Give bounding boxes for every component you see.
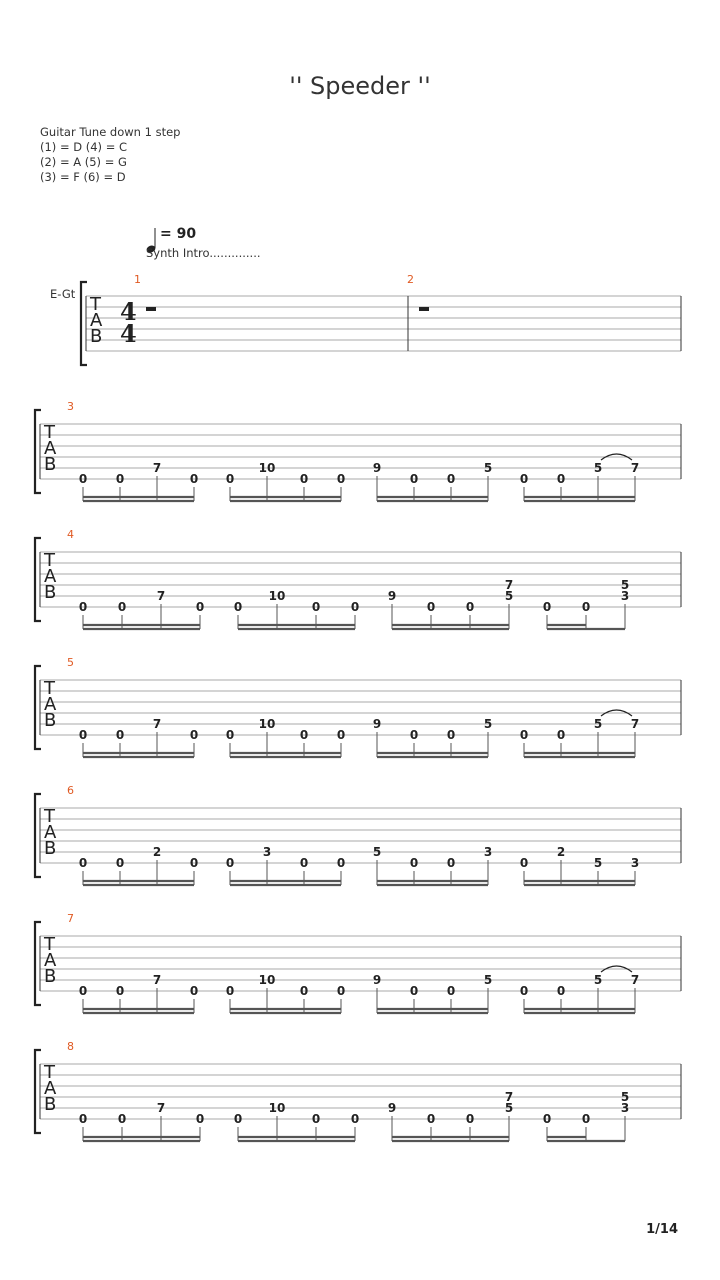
- fret-number: 0: [581, 1112, 591, 1126]
- fret-number: 0: [465, 600, 475, 614]
- time-signature-denominator: 4: [120, 319, 137, 348]
- fret-number: 9: [372, 973, 382, 987]
- fret-number: 3: [620, 589, 630, 603]
- fret-number: 0: [189, 984, 199, 998]
- whole-rest: [419, 307, 429, 311]
- fret-number: 7: [630, 461, 640, 475]
- fret-number: 5: [483, 717, 493, 731]
- fret-number: 0: [426, 1112, 436, 1126]
- fret-number: 9: [387, 589, 397, 603]
- tab-clef-letter: B: [90, 326, 103, 347]
- instrument-name: E-Gt: [50, 287, 76, 301]
- fret-number: 0: [78, 856, 88, 870]
- fret-number: 0: [225, 984, 235, 998]
- fret-number: 5: [483, 461, 493, 475]
- fret-number: 10: [268, 1101, 286, 1115]
- fret-number: 0: [225, 728, 235, 742]
- fret-number: 0: [446, 728, 456, 742]
- measure-number: 6: [67, 784, 74, 797]
- fret-number: 0: [519, 472, 529, 486]
- measure-number: 2: [407, 273, 414, 286]
- song-title: '' Speeder '': [289, 72, 431, 100]
- tab-clef-letter: T: [44, 422, 55, 443]
- fret-number: 9: [372, 461, 382, 475]
- fret-number: 0: [225, 856, 235, 870]
- fret-number: 0: [350, 1112, 360, 1126]
- measure-number: 8: [67, 1040, 74, 1053]
- tab-clef-letter: T: [44, 1062, 55, 1083]
- fret-number: 0: [336, 984, 346, 998]
- fret-number: 0: [542, 1112, 552, 1126]
- fret-number: 5: [593, 717, 603, 731]
- tab-clef-letter: B: [44, 454, 57, 475]
- fret-number: 7: [156, 589, 166, 603]
- fret-number: 5: [504, 1101, 514, 1115]
- fret-number: 0: [519, 984, 529, 998]
- fret-number: 9: [372, 717, 382, 731]
- section-marker: Synth Intro..............: [146, 246, 261, 260]
- tab-clef-letter: A: [44, 566, 57, 587]
- fret-number: 0: [519, 728, 529, 742]
- fret-number: 0: [299, 856, 309, 870]
- fret-number: 3: [483, 845, 493, 859]
- tab-clef-letter: A: [90, 310, 103, 331]
- fret-number: 0: [350, 600, 360, 614]
- fret-number: 0: [189, 472, 199, 486]
- fret-number: 2: [152, 845, 162, 859]
- fret-number: 7: [630, 717, 640, 731]
- fret-number: 5: [593, 973, 603, 987]
- fret-number: 0: [115, 856, 125, 870]
- tab-clef-letter: B: [44, 582, 57, 603]
- fret-number: 0: [556, 472, 566, 486]
- tuning-line: (3) = F (6) = D: [40, 170, 126, 184]
- tab-clef-letter: A: [44, 1078, 57, 1099]
- fret-number: 10: [258, 461, 276, 475]
- fret-number: 0: [78, 472, 88, 486]
- fret-number: 0: [115, 472, 125, 486]
- tuning-line: (1) = D (4) = C: [40, 140, 128, 154]
- fret-number: 0: [446, 472, 456, 486]
- fret-number: 0: [409, 728, 419, 742]
- fret-number: 0: [446, 856, 456, 870]
- fret-number: 0: [117, 600, 127, 614]
- fret-number: 9: [387, 1101, 397, 1115]
- tab-clef-letter: T: [44, 806, 55, 827]
- fret-number: 0: [299, 472, 309, 486]
- tab-clef-letter: T: [44, 550, 55, 571]
- fret-number: 0: [78, 728, 88, 742]
- page-number: 1/14: [646, 1222, 678, 1237]
- fret-number: 7: [152, 973, 162, 987]
- fret-number: 0: [78, 984, 88, 998]
- fret-number: 10: [258, 717, 276, 731]
- fret-number: 5: [504, 589, 514, 603]
- fret-number: 0: [117, 1112, 127, 1126]
- fret-number: 5: [593, 856, 603, 870]
- fret-number: 0: [409, 984, 419, 998]
- fret-number: 7: [630, 973, 640, 987]
- fret-number: 2: [556, 845, 566, 859]
- fret-number: 0: [299, 728, 309, 742]
- fret-number: 10: [258, 973, 276, 987]
- fret-number: 7: [152, 461, 162, 475]
- fret-number: 0: [115, 728, 125, 742]
- fret-number: 5: [620, 578, 630, 592]
- fret-number: 0: [195, 1112, 205, 1126]
- tab-clef-letter: B: [44, 838, 57, 859]
- tab-clef-letter: A: [44, 822, 57, 843]
- fret-number: 0: [336, 728, 346, 742]
- measure-number: 5: [67, 656, 74, 669]
- time-signature-numerator: 4: [120, 297, 137, 326]
- tab-clef-letter: B: [44, 966, 57, 987]
- tab-clef-letter: A: [44, 438, 57, 459]
- fret-number: 3: [630, 856, 640, 870]
- whole-rest: [146, 307, 156, 311]
- fret-number: 0: [426, 600, 436, 614]
- fret-number: 0: [233, 1112, 243, 1126]
- fret-number: 0: [519, 856, 529, 870]
- tab-clef-letter: T: [90, 294, 101, 315]
- tab-clef-letter: B: [44, 1094, 57, 1115]
- fret-number: 0: [78, 1112, 88, 1126]
- fret-number: 0: [446, 984, 456, 998]
- fret-number: 7: [504, 578, 514, 592]
- fret-number: 0: [336, 472, 346, 486]
- fret-number: 0: [556, 728, 566, 742]
- fret-number: 0: [409, 472, 419, 486]
- fret-number: 0: [409, 856, 419, 870]
- fret-number: 7: [156, 1101, 166, 1115]
- fret-number: 0: [465, 1112, 475, 1126]
- fret-number: 0: [189, 728, 199, 742]
- fret-number: 0: [581, 600, 591, 614]
- fret-number: 7: [504, 1090, 514, 1104]
- fret-number: 0: [556, 984, 566, 998]
- tab-clef-letter: T: [44, 934, 55, 955]
- fret-number: 0: [189, 856, 199, 870]
- tempo-bpm: = 90: [160, 226, 197, 242]
- fret-number: 0: [225, 472, 235, 486]
- fret-number: 0: [233, 600, 243, 614]
- measure-number: 7: [67, 912, 74, 925]
- fret-number: 0: [195, 600, 205, 614]
- tab-clef-letter: B: [44, 710, 57, 731]
- tuning-line: (2) = A (5) = G: [40, 155, 127, 169]
- measure-number: 1: [134, 273, 141, 286]
- fret-number: 0: [311, 1112, 321, 1126]
- measure-number: 3: [67, 400, 74, 413]
- tuning-heading: Guitar Tune down 1 step: [40, 125, 181, 139]
- fret-number: 3: [620, 1101, 630, 1115]
- tab-clef-letter: A: [44, 694, 57, 715]
- fret-number: 0: [78, 600, 88, 614]
- fret-number: 0: [299, 984, 309, 998]
- fret-number: 0: [115, 984, 125, 998]
- fret-number: 10: [268, 589, 286, 603]
- fret-number: 0: [542, 600, 552, 614]
- tab-clef-letter: T: [44, 678, 55, 699]
- measure-number: 4: [67, 528, 74, 541]
- fret-number: 5: [593, 461, 603, 475]
- tab-clef-letter: A: [44, 950, 57, 971]
- fret-number: 5: [372, 845, 382, 859]
- fret-number: 5: [483, 973, 493, 987]
- fret-number: 7: [152, 717, 162, 731]
- fret-number: 0: [311, 600, 321, 614]
- fret-number: 3: [262, 845, 272, 859]
- fret-number: 5: [620, 1090, 630, 1104]
- fret-number: 0: [336, 856, 346, 870]
